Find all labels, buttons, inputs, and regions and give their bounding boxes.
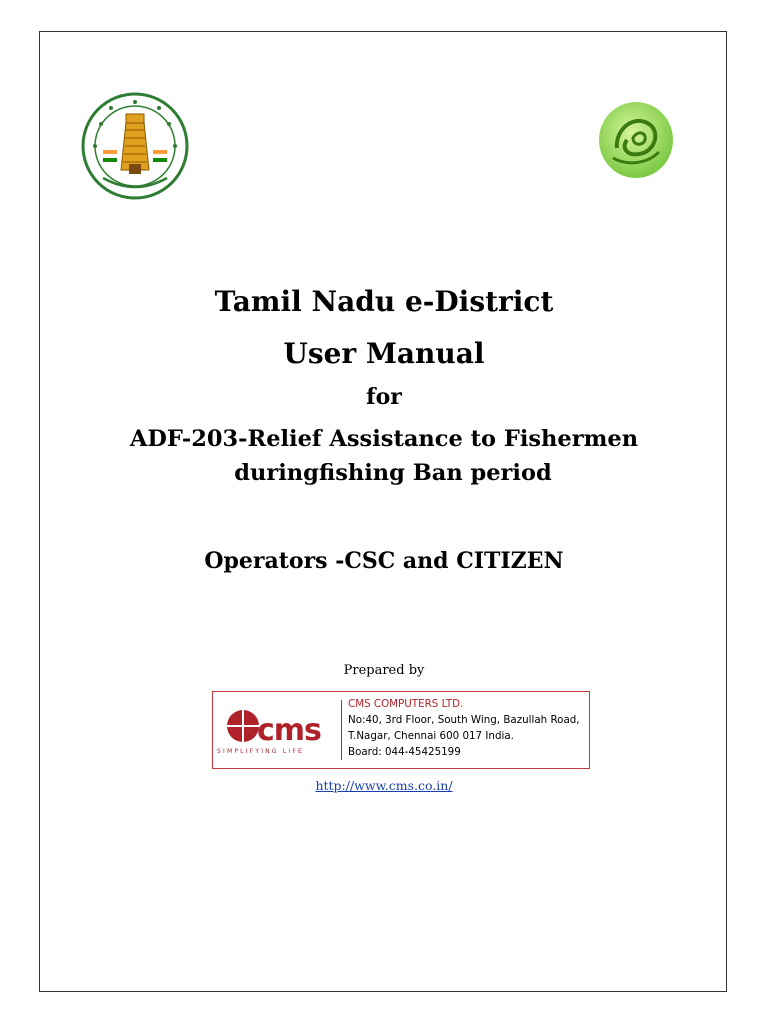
title-line-2: User Manual: [283, 337, 485, 370]
prepared-by-label: Prepared by: [343, 663, 425, 678]
title-line-6: Operators -CSC and CITIZEN: [204, 548, 564, 574]
title-line-1: Tamil Nadu e-District: [214, 285, 554, 318]
tamil-nadu-emblem-icon: [81, 92, 189, 200]
svg-text:cms: cms: [257, 713, 321, 748]
title-line-5: duringfishing Ban period: [234, 460, 552, 486]
cms-website-link[interactable]: http://www.cms.co.in/: [315, 778, 453, 793]
cms-board-phone: Board: 044-45425199: [348, 746, 461, 758]
cms-website: [0, 778, 768, 793]
cms-address-line-2: T.Nagar, Chennai 600 017 India.: [348, 730, 514, 742]
title-line-4: ADF-203-Relief Assistance to Fishermen: [129, 426, 639, 452]
cms-address-block: [348, 696, 580, 760]
cms-divider: [341, 700, 342, 760]
cms-tagline: SIMPLIFYING LIFE: [217, 748, 304, 755]
cms-company-card: [212, 691, 590, 769]
edistrict-logo-icon: [597, 100, 675, 180]
cms-address-line-1: No:40, 3rd Floor, South Wing, Bazullah Road,: [348, 714, 580, 726]
cms-company-name: CMS COMPUTERS LTD.: [348, 698, 464, 710]
title-line-3: for: [366, 384, 402, 410]
